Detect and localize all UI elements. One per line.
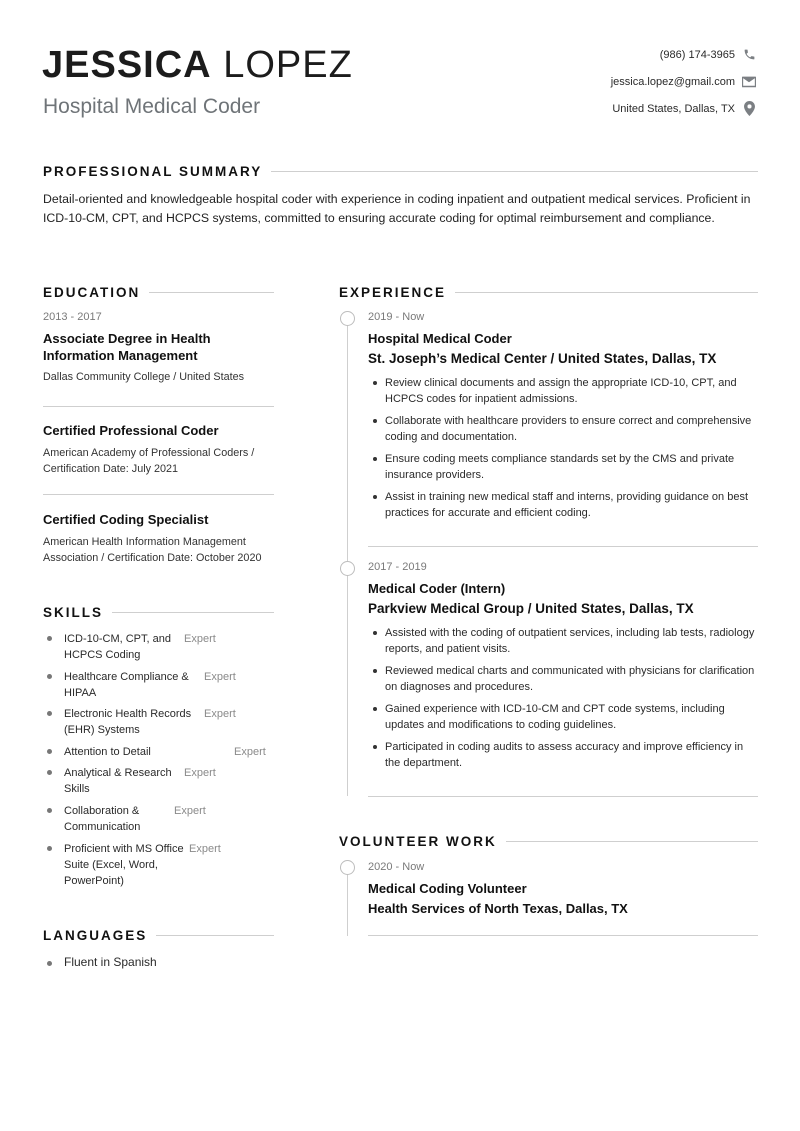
certification-item bbox=[43, 511, 274, 566]
contact-block bbox=[496, 41, 756, 122]
bullet-text: Ensure coding meets compliance standards set by the CMS and private insurance providers. bbox=[385, 453, 735, 481]
volunteer-role: Medical Coding Volunteer bbox=[368, 881, 527, 896]
certification-issuer: American Health Information Management Association / Certification Date: October 2020 bbox=[43, 536, 262, 564]
bullet-text: Collaborate with healthcare providers to ensure correct and comprehensive coding and documentation. bbox=[385, 415, 752, 443]
skill-item bbox=[43, 706, 274, 738]
volunteer-date: 2020 - Now bbox=[368, 861, 425, 873]
bullet-item bbox=[368, 739, 758, 771]
skill-name: Attention to Detail bbox=[64, 746, 151, 758]
education-item bbox=[43, 311, 274, 385]
skill-level: Expert bbox=[234, 746, 266, 758]
timeline-marker bbox=[340, 860, 355, 875]
education-heading bbox=[43, 285, 274, 300]
skills-heading bbox=[43, 605, 274, 620]
skill-level: Expert bbox=[174, 805, 206, 817]
bullet-item bbox=[368, 489, 758, 521]
skill-name: ICD-10-CM, CPT, and HCPCS Coding bbox=[64, 633, 171, 661]
bullet-item bbox=[368, 451, 758, 483]
bullet-item bbox=[368, 625, 758, 657]
experience-item bbox=[368, 311, 758, 527]
envelope-icon bbox=[742, 75, 756, 89]
experience-heading-text: EXPERIENCE bbox=[339, 285, 447, 300]
bullet-dot bbox=[373, 631, 377, 635]
experience-role: Medical Coder (Intern) bbox=[368, 581, 506, 596]
experience-role: Hospital Medical Coder bbox=[368, 331, 512, 346]
section-divider bbox=[271, 171, 758, 172]
contact-email bbox=[496, 68, 756, 95]
summary-heading bbox=[43, 164, 758, 179]
education-date: 2013 - 2017 bbox=[43, 311, 102, 323]
bullet-text: Reviewed medical charts and communicated with physicians for clarification on diagnoses and procedures. bbox=[385, 665, 755, 693]
skill-item bbox=[43, 669, 274, 701]
skill-level: Expert bbox=[204, 708, 236, 720]
phone-text: (986) 174-3965 bbox=[659, 48, 735, 61]
first-name: JESSICA bbox=[42, 44, 212, 86]
timeline-marker bbox=[340, 311, 355, 326]
summary-text: Detail-oriented and knowledgeable hospital coder with experience in coding inpatient and outpatient medical services. Proficient in ICD-10-CM, CPT, and HCPCS systems, committed to ensuring accurate coding for optimal reimbursement and compliance. bbox=[43, 192, 751, 225]
section-divider bbox=[156, 935, 274, 936]
skill-name: Electronic Health Records (EHR) Systems bbox=[64, 708, 192, 736]
experience-divider bbox=[368, 796, 758, 797]
skill-level: Expert bbox=[204, 671, 236, 683]
skill-item bbox=[43, 744, 274, 760]
volunteer-heading bbox=[339, 834, 758, 849]
skill-name: Proficient with MS Office Suite (Excel, Word, PowerPoint) bbox=[64, 843, 184, 887]
bullet-item bbox=[368, 413, 758, 445]
languages-heading bbox=[43, 928, 274, 943]
bullet-dot bbox=[47, 749, 52, 754]
section-divider bbox=[149, 292, 274, 293]
skill-level: Expert bbox=[184, 767, 216, 779]
volunteer-timeline bbox=[347, 866, 348, 936]
certification-item bbox=[43, 422, 274, 477]
bullet-text: Review clinical documents and assign the appropriate ICD-10, CPT, and HCPCS codes for inpatient admissions. bbox=[385, 377, 737, 405]
bullet-item bbox=[368, 701, 758, 733]
education-institution: Dallas Community College / United States bbox=[43, 371, 245, 383]
certification-issuer: American Academy of Professional Coders / Certification Date: July 2021 bbox=[43, 447, 255, 475]
bullet-dot bbox=[373, 381, 377, 385]
bullet-item bbox=[368, 375, 758, 407]
experience-date: 2017 - 2019 bbox=[368, 561, 427, 573]
bullet-item bbox=[368, 663, 758, 695]
bullet-text: Assist in training new medical staff and interns, providing guidance on best practices for accurate and efficient coding. bbox=[385, 491, 749, 519]
skill-name: Collaboration & Communication bbox=[64, 805, 141, 833]
certification-title: Certified Coding Specialist bbox=[43, 512, 209, 527]
bullet-dot bbox=[47, 808, 52, 813]
bullet-dot bbox=[373, 745, 377, 749]
email-text: jessica.lopez@gmail.com bbox=[610, 75, 735, 88]
bullet-dot bbox=[373, 457, 377, 461]
language-item bbox=[43, 955, 157, 969]
candidate-name bbox=[42, 46, 353, 84]
section-divider bbox=[455, 292, 758, 293]
last-name: LOPEZ bbox=[223, 44, 353, 86]
experience-bullets bbox=[368, 625, 758, 771]
experience-company: St. Joseph’s Medical Center / United States, Dallas, TX bbox=[368, 351, 717, 366]
bullet-dot bbox=[47, 961, 52, 966]
skill-name: Healthcare Compliance & HIPAA bbox=[64, 671, 189, 699]
experience-company: Parkview Medical Group / United States, Dallas, TX bbox=[368, 601, 694, 616]
languages-heading-text: LANGUAGES bbox=[43, 928, 148, 943]
timeline-marker bbox=[340, 561, 355, 576]
bullet-dot bbox=[373, 707, 377, 711]
education-divider bbox=[43, 494, 274, 495]
bullet-text: Assisted with the coding of outpatient services, including lab tests, radiology reports, and patient visits. bbox=[385, 627, 755, 655]
education-divider bbox=[43, 406, 274, 407]
language-text: Fluent in Spanish bbox=[64, 955, 157, 969]
bullet-dot bbox=[373, 495, 377, 499]
section-divider bbox=[506, 841, 758, 842]
bullet-dot bbox=[47, 674, 52, 679]
skill-item bbox=[43, 631, 274, 663]
bullet-text: Participated in coding audits to assess accuracy and improve efficiency in the department. bbox=[385, 741, 744, 769]
skill-level: Expert bbox=[184, 633, 216, 645]
education-heading-text: EDUCATION bbox=[43, 285, 141, 300]
volunteer-divider bbox=[368, 935, 758, 936]
skills-heading-text: SKILLS bbox=[43, 605, 104, 620]
skill-name: Analytical & Research Skills bbox=[64, 767, 172, 795]
bullet-dot bbox=[373, 669, 377, 673]
summary-heading-text: PROFESSIONAL SUMMARY bbox=[43, 164, 263, 179]
education-title: Associate Degree in Health Information Management bbox=[43, 331, 211, 363]
contact-location bbox=[496, 95, 756, 122]
location-text: United States, Dallas, TX bbox=[612, 102, 735, 115]
bullet-dot bbox=[373, 419, 377, 423]
bullet-dot bbox=[47, 636, 52, 641]
skill-level: Expert bbox=[189, 843, 221, 855]
map-pin-icon bbox=[742, 102, 756, 116]
bullet-dot bbox=[47, 711, 52, 716]
certification-title: Certified Professional Coder bbox=[43, 423, 219, 438]
skill-item bbox=[43, 765, 274, 797]
phone-icon bbox=[742, 48, 756, 62]
experience-heading bbox=[339, 285, 758, 300]
experience-bullets bbox=[368, 375, 758, 521]
experience-timeline bbox=[347, 318, 348, 796]
bullet-text: Gained experience with ICD-10-CM and CPT code systems, including updates and modifications to coding guidelines. bbox=[385, 703, 725, 731]
contact-phone bbox=[496, 41, 756, 68]
skill-item bbox=[43, 841, 274, 889]
volunteer-item bbox=[368, 861, 758, 916]
section-divider bbox=[112, 612, 274, 613]
experience-date: 2019 - Now bbox=[368, 311, 425, 323]
bullet-dot bbox=[47, 770, 52, 775]
skill-item bbox=[43, 803, 274, 835]
job-title: Hospital Medical Coder bbox=[43, 95, 261, 118]
experience-item bbox=[368, 561, 758, 777]
experience-divider bbox=[368, 546, 758, 547]
volunteer-organization: Health Services of North Texas, Dallas, TX bbox=[368, 901, 628, 916]
bullet-dot bbox=[47, 846, 52, 851]
volunteer-heading-text: VOLUNTEER WORK bbox=[339, 834, 497, 849]
